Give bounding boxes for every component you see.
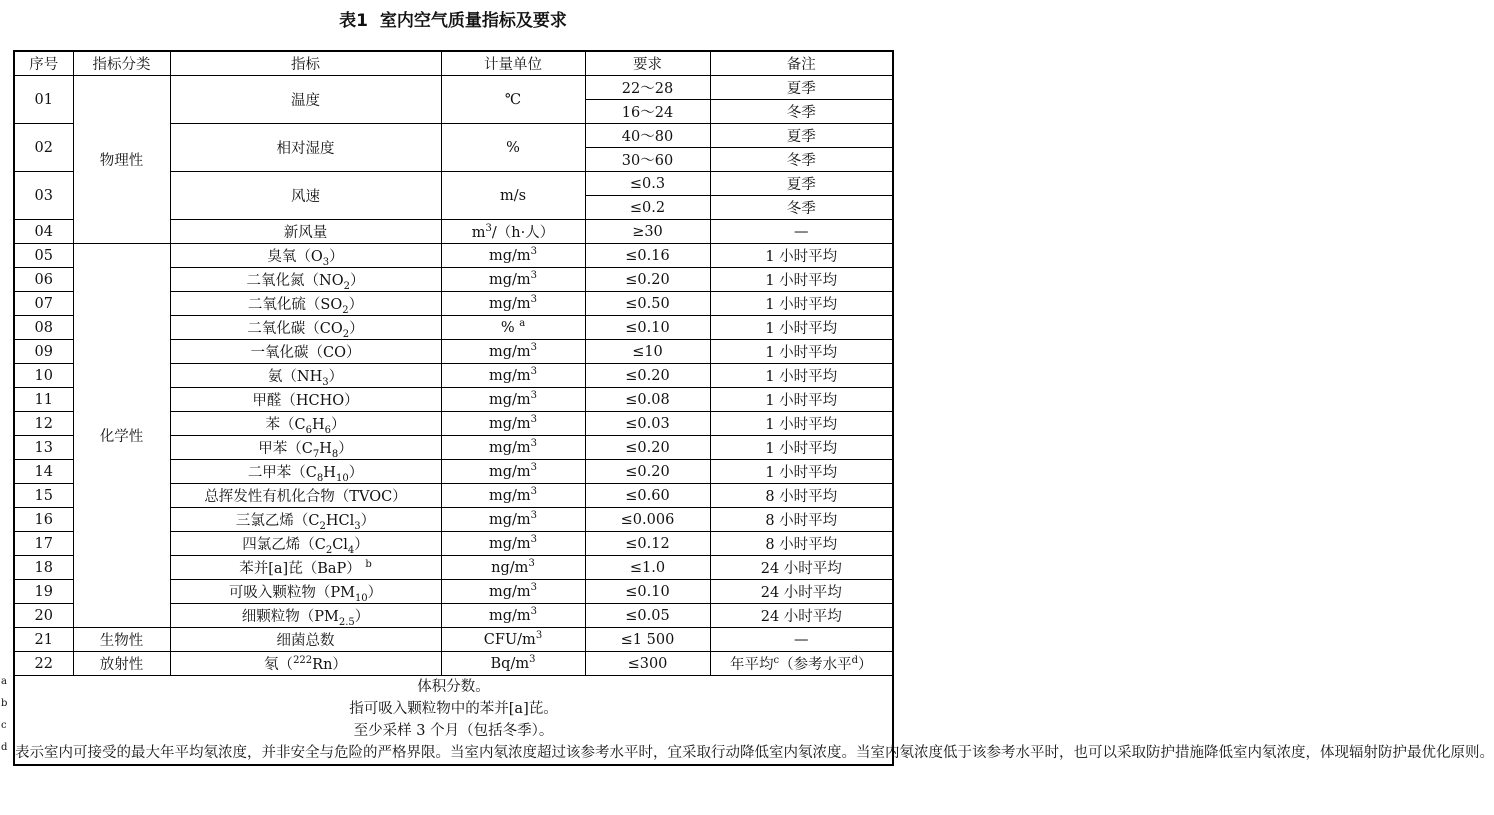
remark: 夏季 — [710, 172, 893, 196]
unit: $mg/m^3$ — [441, 340, 585, 364]
row-no: 07 — [14, 292, 73, 316]
requirement: ≤0.20 — [585, 460, 710, 484]
row-no: 19 — [14, 580, 73, 604]
unit: $m^3/(h\cdot$人） — [441, 220, 585, 244]
remark: 24 小时平均 — [710, 580, 893, 604]
header-category: 指标分类 — [73, 51, 170, 76]
requirement: ≤0.08 — [585, 388, 710, 412]
requirement: ≤0.50 — [585, 292, 710, 316]
indicator: 苯$(C_6H_6)$ — [170, 412, 441, 436]
requirement: 16～24 — [585, 100, 710, 124]
indicator: 臭氧$(O_3)$ — [170, 244, 441, 268]
row-no: 20 — [14, 604, 73, 628]
footnotes-row — [14, 676, 893, 766]
row-no: 18 — [14, 556, 73, 580]
requirement: ≤0.10 — [585, 580, 710, 604]
requirement: ≤1.0 — [585, 556, 710, 580]
requirement: ≤0.2 — [585, 196, 710, 220]
requirement: ≤0.10 — [585, 316, 710, 340]
unit: $mg/m^3$ — [441, 364, 585, 388]
requirement: ≤0.03 — [585, 412, 710, 436]
indicator: 甲醛（HCHO） — [170, 388, 441, 412]
row-no: 16 — [14, 508, 73, 532]
remark: 1 小时平均 — [710, 460, 893, 484]
header-row — [14, 51, 893, 76]
indicator: 氨$(NH_3)$ — [170, 364, 441, 388]
remark: 1 小时平均 — [710, 292, 893, 316]
table-row — [14, 652, 893, 676]
requirement: ≤10 — [585, 340, 710, 364]
row-no: 22 — [14, 652, 73, 676]
unit: $mg/m^3$ — [441, 532, 585, 556]
remark: 夏季 — [710, 76, 893, 100]
row-no: 03 — [14, 172, 73, 220]
unit: $mg/m^3$ — [441, 412, 585, 436]
requirement: ≤0.20 — [585, 268, 710, 292]
unit: $mg/m^3$ — [441, 604, 585, 628]
remark: 1 小时平均 — [710, 340, 893, 364]
table-title-text: 室内空气质量指标及要求 — [379, 11, 567, 31]
header-no: 序号 — [14, 51, 73, 76]
row-no: 12 — [14, 412, 73, 436]
requirement: ≤0.16 — [585, 244, 710, 268]
row-no: 01 — [14, 76, 73, 124]
indicator: 四氯乙烯$(C_2Cl_4)$ — [170, 532, 441, 556]
unit: $mg/m^3$ — [441, 292, 585, 316]
footnote-b: b 指可吸入颗粒物中的苯并[a]芘。 — [1, 698, 558, 717]
remark: 8 小时平均 — [710, 484, 893, 508]
row-no: 10 — [14, 364, 73, 388]
footnote-c: c 至少采样 3 个月（包括冬季）。 — [1, 720, 554, 739]
remark: 24 小时平均 — [710, 556, 893, 580]
requirement: ≤0.3 — [585, 172, 710, 196]
indicator: 三氯乙烯$(C_2HCl_3)$ — [170, 508, 441, 532]
header-remark: 备注 — [710, 51, 893, 76]
indicator: 甲苯$(C_7H_8)$ — [170, 436, 441, 460]
indicator: 新风量 — [170, 220, 441, 244]
category-radioactive: 放射性 — [73, 652, 170, 676]
category-physical: 物理性 — [73, 76, 170, 244]
requirement: 22～28 — [585, 76, 710, 100]
unit: ℃ — [441, 76, 585, 124]
footnotes — [1, 676, 1494, 766]
row-no: 06 — [14, 268, 73, 292]
remark: 1 小时平均 — [710, 316, 893, 340]
row-no: 09 — [14, 340, 73, 364]
requirement: ≤0.12 — [585, 532, 710, 556]
footnote-a: a 体积分数。 — [1, 676, 490, 695]
remark: 24 小时平均 — [710, 604, 893, 628]
remark: 1 小时平均 — [710, 244, 893, 268]
row-no: 02 — [14, 124, 73, 172]
requirement: 30～60 — [585, 148, 710, 172]
row-no: 08 — [14, 316, 73, 340]
remark: — — [710, 220, 893, 244]
header-requirement: 要求 — [585, 51, 710, 76]
row-no: 21 — [14, 628, 73, 652]
indicator: 二氧化硫$(SO_2)$ — [170, 292, 441, 316]
table-row — [14, 76, 893, 100]
row-no: 13 — [14, 436, 73, 460]
indicator: 相对湿度 — [170, 124, 441, 172]
remark: 冬季 — [710, 196, 893, 220]
indicator: 细菌总数 — [170, 628, 441, 652]
requirement: ≤300 — [585, 652, 710, 676]
category-chemical: 化学性 — [73, 244, 170, 628]
requirement: ≤0.60 — [585, 484, 710, 508]
indicator: 风速 — [170, 172, 441, 220]
table-row — [14, 244, 893, 268]
unit: % — [441, 124, 585, 172]
row-no: 17 — [14, 532, 73, 556]
unit: $mg/m^3$ — [441, 244, 585, 268]
remark: 年平均$^c$（参考水平$^d$） — [710, 652, 893, 676]
unit: $Bq/m^3$ — [441, 652, 585, 676]
indicator: 可吸入颗粒物$(PM_{10})$ — [170, 580, 441, 604]
remark: 8 小时平均 — [710, 532, 893, 556]
remark: — — [710, 628, 893, 652]
table-number: 表1 — [339, 11, 368, 31]
requirement: 40～80 — [585, 124, 710, 148]
remark: 冬季 — [710, 148, 893, 172]
indicator: 苯并[a]芘（BaP） $^b$ — [170, 556, 441, 580]
category-biological: 生物性 — [73, 628, 170, 652]
header-unit: 计量单位 — [441, 51, 585, 76]
remark: 1 小时平均 — [710, 388, 893, 412]
unit: $ng/m^3$ — [441, 556, 585, 580]
unit: $mg/m^3$ — [441, 580, 585, 604]
remark: 1 小时平均 — [710, 364, 893, 388]
requirement: ≥30 — [585, 220, 710, 244]
unit: CFU/$m^3$ — [441, 628, 585, 652]
header-indicator: 指标 — [170, 51, 441, 76]
indicator: 二氧化氮$(NO_2)$ — [170, 268, 441, 292]
unit: $mg/m^3$ — [441, 268, 585, 292]
table-title — [0, 6, 906, 31]
row-no: 11 — [14, 388, 73, 412]
row-no: 14 — [14, 460, 73, 484]
indicator: 细颗粒物$(PM_{2.5})$ — [170, 604, 441, 628]
unit: $mg/m^3$ — [441, 436, 585, 460]
remark: 1 小时平均 — [710, 436, 893, 460]
unit: % $^a$ — [441, 316, 585, 340]
requirement: ≤0.05 — [585, 604, 710, 628]
air-quality-table — [1, 50, 1494, 766]
remark: 1 小时平均 — [710, 412, 893, 436]
requirement: ≤1 500 — [585, 628, 710, 652]
table-row — [14, 628, 893, 652]
unit: $mg/m^3$ — [441, 388, 585, 412]
unit: $mg/m^3$ — [441, 460, 585, 484]
indicator: 总挥发性有机化合物（TVOC） — [170, 484, 441, 508]
indicator: 温度 — [170, 76, 441, 124]
indicator: 一氧化碳（CO） — [170, 340, 441, 364]
row-no: 05 — [14, 244, 73, 268]
unit: $mg/m^3$ — [441, 484, 585, 508]
unit: m/s — [441, 172, 585, 220]
remark: 夏季 — [710, 124, 893, 148]
row-no: 15 — [14, 484, 73, 508]
footnote-d: d 表示室内可接受的最大年平均氡浓度，并非安全与危险的严格界限。当室内氡浓度超过该参考水平时，宜采取行动降低室内氡浓度。当室内氡浓度低于该参考水平时，也可以采取防护措施降低室内氡浓度，体现辐射防护最优化原则。 — [1, 742, 1494, 761]
indicator: 二氧化碳$(CO_2)$ — [170, 316, 441, 340]
indicator: 氡（$^{222}$Rn） — [170, 652, 441, 676]
requirement: ≤0.20 — [585, 364, 710, 388]
remark: 8 小时平均 — [710, 508, 893, 532]
indicator: 二甲苯$(C_8H_{10})$ — [170, 460, 441, 484]
requirement: ≤0.20 — [585, 436, 710, 460]
requirement: ≤0.006 — [585, 508, 710, 532]
remark: 1 小时平均 — [710, 268, 893, 292]
row-no: 04 — [14, 220, 73, 244]
unit: $mg/m^3$ — [441, 508, 585, 532]
remark: 冬季 — [710, 100, 893, 124]
